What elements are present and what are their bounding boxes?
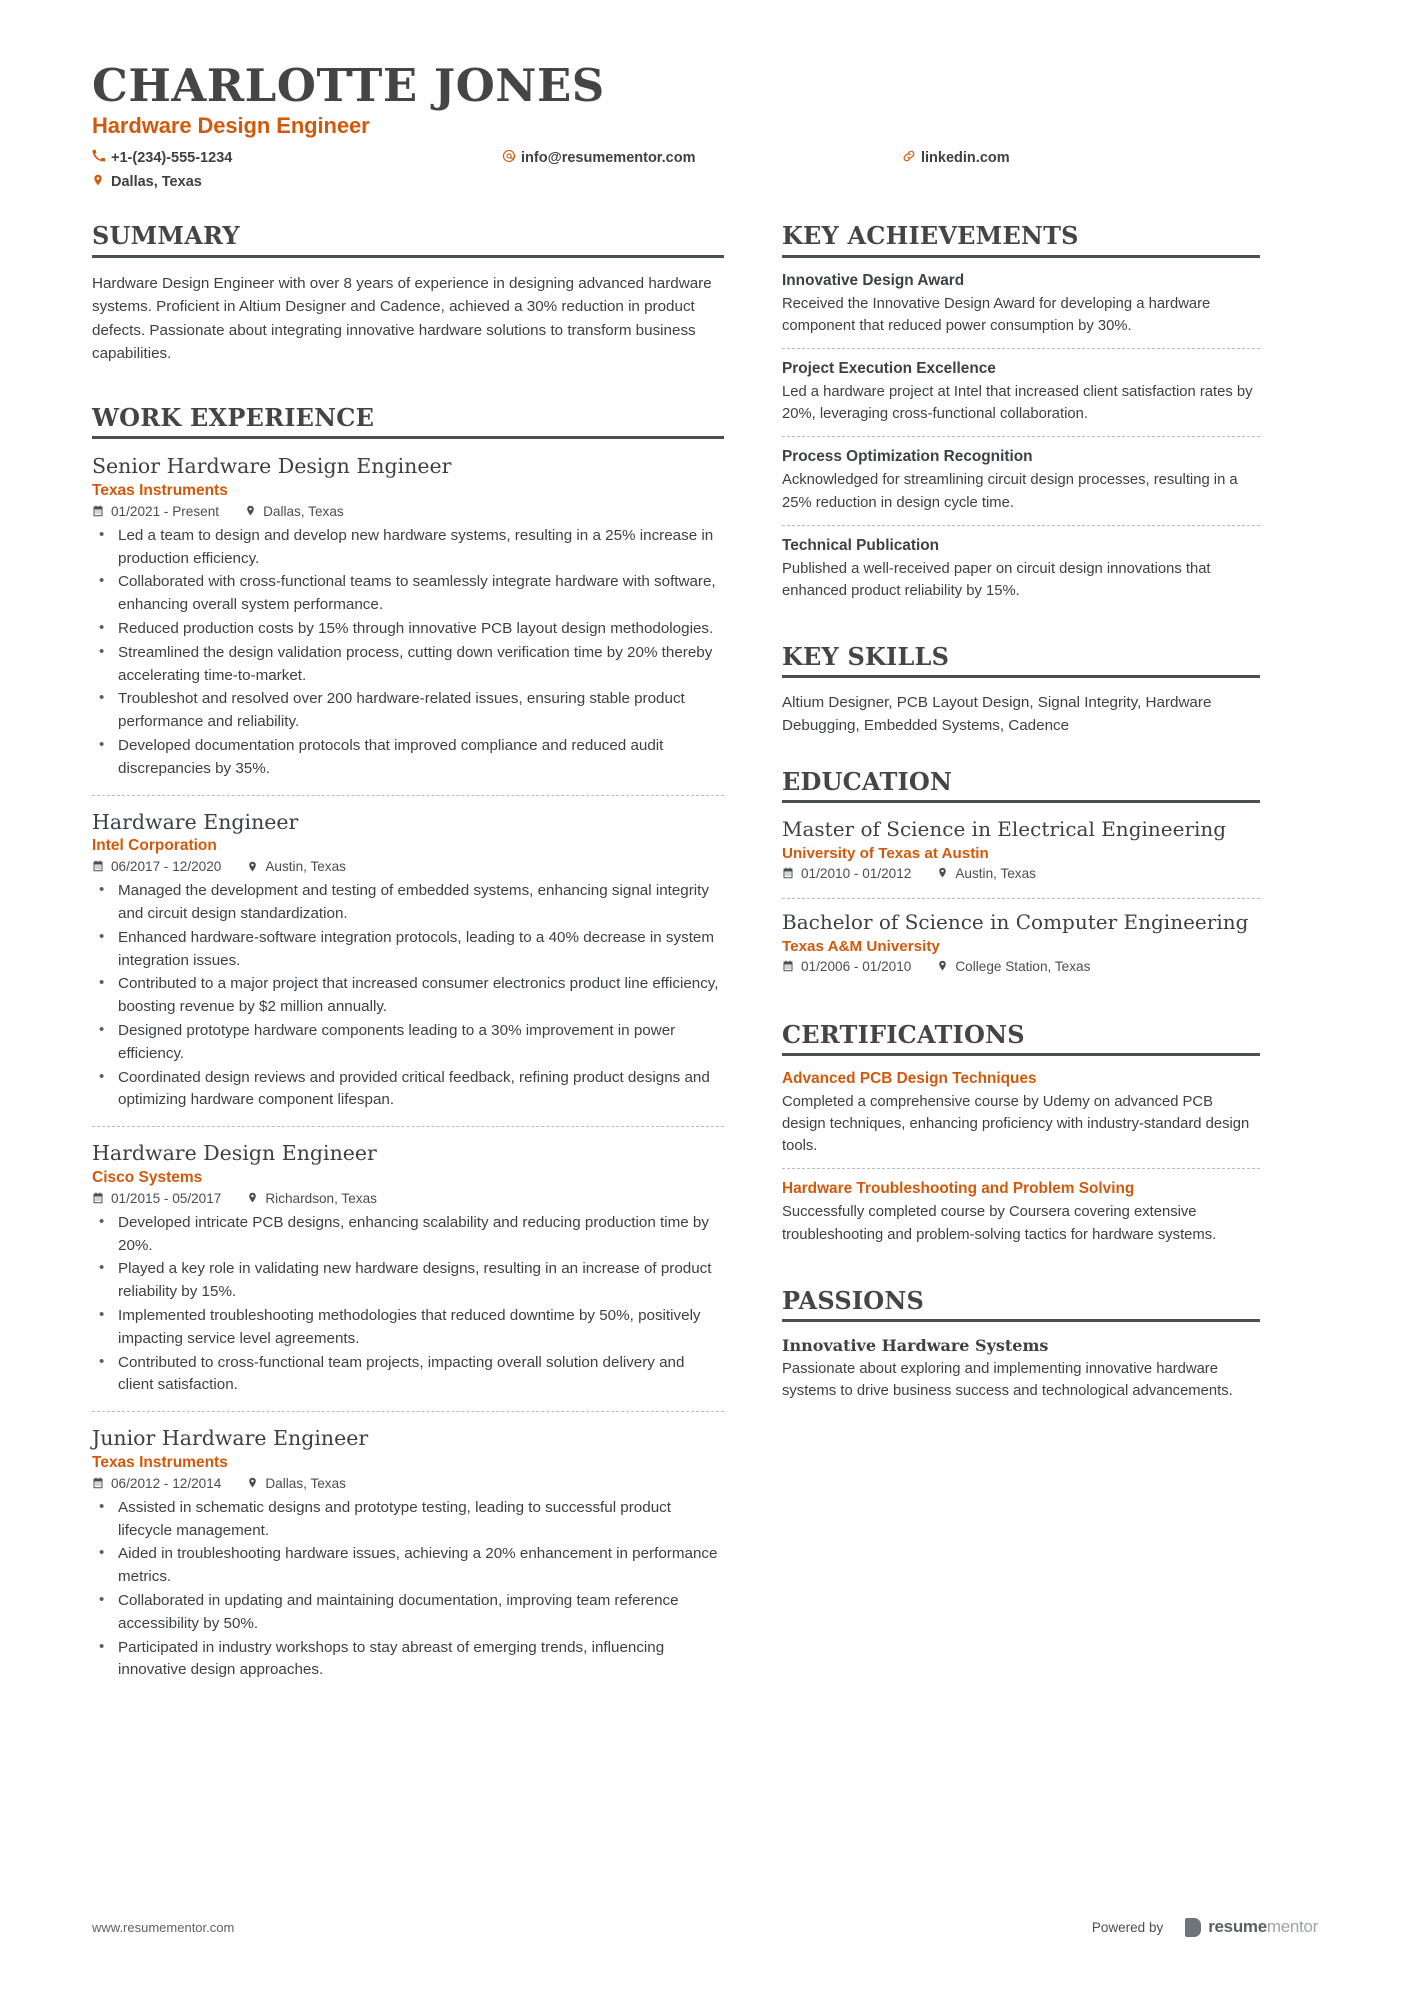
job-meta bbox=[92, 1476, 724, 1491]
job-entry bbox=[92, 1411, 724, 1696]
job-dates bbox=[92, 504, 219, 519]
certifications-section bbox=[782, 1021, 1260, 1257]
contact-phone[interactable] bbox=[92, 148, 502, 169]
contact-phone-text: +1-(234)-555-1234 bbox=[111, 150, 233, 167]
logo-mark-icon bbox=[1185, 1918, 1201, 1937]
education-dates-text: 01/2010 - 01/2012 bbox=[801, 865, 912, 881]
job-bullets bbox=[92, 525, 724, 781]
key-achievements-title: KEY ACHIEVEMENTS bbox=[782, 221, 1079, 251]
job-bullet: • Aided in troubleshooting hardware issues, achieving a 20% enhancement in performance metrics. bbox=[92, 1543, 724, 1589]
job-entry bbox=[92, 795, 724, 1127]
education-location bbox=[937, 866, 1036, 881]
job-bullet: • Assisted in schematic designs and prototype testing, leading to successful product lifecycle management. bbox=[92, 1497, 724, 1543]
education-location-text: College Station, Texas bbox=[955, 958, 1091, 974]
job-dates-text: 01/2021 - Present bbox=[111, 503, 220, 519]
location-icon bbox=[92, 173, 111, 187]
passion-text: Passionate about exploring and implementing innovative hardware systems to drive business success and technological advancements. bbox=[782, 1361, 1233, 1400]
job-bullet: • Managed the development and testing of embedded systems, enhancing signal integrity and circuit design standardization. bbox=[92, 880, 724, 926]
education-meta bbox=[782, 959, 1260, 974]
footer-website[interactable]: www.resumementor.com bbox=[92, 1919, 235, 1935]
calendar-icon bbox=[92, 505, 104, 517]
spacer bbox=[782, 995, 1260, 1021]
education-degree: Bachelor of Science in Computer Engineering bbox=[782, 909, 1249, 934]
job-entry bbox=[92, 453, 724, 794]
summary-section bbox=[92, 222, 724, 366]
passion-heading: Innovative Hardware Systems bbox=[782, 1336, 1049, 1356]
job-meta bbox=[92, 859, 724, 874]
job-bullet: • Played a key role in validating new hardware designs, resulting in an increase of product reliability by 15%. bbox=[92, 1258, 724, 1304]
job-dates bbox=[92, 1476, 221, 1491]
education-school: Texas A&M University bbox=[782, 937, 940, 955]
job-bullets bbox=[92, 1497, 724, 1682]
calendar-icon bbox=[92, 860, 104, 872]
achievement-heading: Process Optimization Recognition bbox=[782, 448, 1033, 466]
job-bullet: • Designed prototype hardware components leading to a 30% improvement in power efficiency. bbox=[92, 1020, 724, 1066]
achievement-item bbox=[782, 525, 1260, 613]
calendar-icon bbox=[92, 1192, 104, 1204]
job-company: Cisco Systems bbox=[92, 1168, 203, 1186]
location-icon bbox=[937, 866, 948, 879]
job-title: Hardware Design Engineer bbox=[92, 1141, 377, 1166]
resume-columns bbox=[92, 222, 1318, 1700]
key-skills-section bbox=[782, 643, 1260, 738]
certifications-title: CERTIFICATIONS bbox=[782, 1019, 1025, 1049]
job-entry bbox=[92, 1126, 724, 1411]
certification-heading: Advanced PCB Design Techniques bbox=[782, 1069, 1037, 1087]
email-icon bbox=[502, 149, 521, 163]
achievement-text: Led a hardware project at Intel that increased client satisfaction rates by 20%, leveraging cross-functional collaboration. bbox=[782, 383, 1253, 423]
page-footer bbox=[92, 1917, 1318, 1937]
job-location bbox=[245, 504, 344, 519]
resumementor-logo bbox=[1185, 1917, 1318, 1937]
passions-title: PASSIONS bbox=[782, 1285, 925, 1315]
job-title: Senior Hardware Design Engineer bbox=[92, 454, 452, 479]
education-section bbox=[782, 768, 1260, 991]
certification-item bbox=[782, 1168, 1260, 1256]
job-location-text: Dallas, Texas bbox=[265, 1475, 346, 1491]
certification-item bbox=[782, 1070, 1260, 1169]
spacer bbox=[782, 742, 1260, 768]
powered-by-label: Powered by bbox=[1091, 1919, 1164, 1935]
achievement-text: Published a well-received paper on circuit design innovations that enhanced product reliability by 15%. bbox=[782, 560, 1211, 599]
calendar-icon bbox=[782, 960, 794, 972]
key-skills-title: KEY SKILLS bbox=[782, 642, 950, 672]
work-experience-section bbox=[92, 404, 724, 1696]
job-bullet: • Implemented troubleshooting methodologies that reduced downtime by 50%, positively impacting service level agreements. bbox=[92, 1305, 724, 1351]
phone-icon bbox=[92, 149, 111, 162]
job-bullet: • Troubleshot and resolved over 200 hardware-related issues, ensuring stable product performance and reliability. bbox=[92, 688, 724, 734]
location-icon bbox=[247, 1191, 258, 1204]
job-bullet: • Participated in industry workshops to stay abreast of emerging trends, influencing innovative design approaches. bbox=[92, 1637, 724, 1683]
left-column bbox=[92, 222, 782, 1700]
education-dates bbox=[782, 959, 911, 974]
job-dates bbox=[92, 1191, 221, 1206]
job-meta bbox=[92, 504, 724, 519]
contact-link[interactable] bbox=[902, 148, 1092, 169]
contact-location-text: Dallas, Texas bbox=[111, 174, 202, 191]
location-icon bbox=[247, 860, 258, 873]
education-rule bbox=[782, 800, 1260, 803]
certification-text: Successfully completed course by Coursera covering extensive troubleshooting and problem-solving tactics for hardware systems. bbox=[782, 1204, 1217, 1243]
key-achievements-rule bbox=[782, 255, 1260, 258]
summary-rule bbox=[92, 255, 724, 258]
certifications-rule bbox=[782, 1053, 1260, 1056]
logo-light-text: mentor bbox=[1266, 1917, 1318, 1936]
job-bullet: • Collaborated in updating and maintaining documentation, improving team reference accessibility by 50%. bbox=[92, 1590, 724, 1636]
job-bullet: • Contributed to a major project that increased consumer electronics product line efficiency, boosting revenue by $2 million annually. bbox=[92, 973, 724, 1019]
candidate-role: Hardware Design Engineer bbox=[92, 113, 370, 139]
job-location bbox=[247, 1191, 377, 1206]
achievement-item bbox=[782, 436, 1260, 524]
job-bullets bbox=[92, 1212, 724, 1397]
resume-header bbox=[92, 59, 1318, 196]
logo-bold-text: resume bbox=[1208, 1917, 1267, 1936]
summary-title: SUMMARY bbox=[92, 221, 240, 251]
passions-section bbox=[782, 1287, 1260, 1414]
job-meta bbox=[92, 1191, 724, 1206]
education-meta bbox=[782, 866, 1260, 881]
job-location bbox=[247, 859, 346, 874]
powered-by bbox=[1092, 1917, 1318, 1937]
education-item bbox=[782, 898, 1260, 991]
achievement-item bbox=[782, 272, 1260, 348]
contact-list bbox=[92, 148, 1092, 196]
job-company: Texas Instruments bbox=[92, 1453, 228, 1471]
summary-text: Hardware Design Engineer with over 8 years of experience in designing advanced hardware systems. Proficient in Altium Designer and Cadence, achieved a 30% reduction in product defects. Passionate about integrating innovative hardware solutions to transform business capabilities. bbox=[92, 274, 712, 363]
job-bullet: • Enhanced hardware-software integration protocols, leading to a 40% decrease in system integration issues. bbox=[92, 927, 724, 973]
certification-heading: Hardware Troubleshooting and Problem Solving bbox=[782, 1180, 1135, 1198]
spacer bbox=[782, 1261, 1260, 1287]
contact-email[interactable] bbox=[502, 148, 902, 169]
passion-item bbox=[782, 1336, 1260, 1413]
job-bullet: • Collaborated with cross-functional teams to seamlessly integrate hardware with software, enhancing overall system performance. bbox=[92, 571, 724, 617]
key-achievements-section bbox=[782, 222, 1260, 613]
education-dates bbox=[782, 866, 911, 881]
key-skills-text: Altium Designer, PCB Layout Design, Signal Integrity, Hardware Debugging, Embedded Systems, Cadence bbox=[782, 694, 1212, 735]
achievement-text: Acknowledged for streamlining circuit design processes, resulting in a 25% reduction in design cycle time. bbox=[782, 472, 1238, 511]
contact-email-text: info@resumementor.com bbox=[521, 150, 696, 167]
location-icon bbox=[937, 959, 948, 972]
achievement-heading: Innovative Design Award bbox=[782, 271, 965, 289]
achievement-text: Received the Innovative Design Award for developing a hardware component that reduced power consumption by 30%. bbox=[782, 295, 1211, 334]
certification-text: Completed a comprehensive course by Udemy on advanced PCB design techniques, enhancing proficiency with industry-standard design tools. bbox=[782, 1093, 1250, 1155]
work-experience-rule bbox=[92, 436, 724, 439]
achievement-heading: Technical Publication bbox=[782, 536, 940, 554]
education-location-text: Austin, Texas bbox=[955, 865, 1036, 881]
education-item bbox=[782, 817, 1260, 898]
calendar-icon bbox=[92, 1477, 104, 1489]
work-experience-title: WORK EXPERIENCE bbox=[92, 402, 375, 432]
calendar-icon bbox=[782, 867, 794, 879]
job-dates bbox=[92, 859, 221, 874]
education-degree: Master of Science in Electrical Engineering bbox=[782, 817, 1227, 842]
job-bullet: • Developed documentation protocols that improved compliance and reduced audit discrepancies by 35%. bbox=[92, 735, 724, 781]
location-icon bbox=[245, 504, 256, 517]
job-company: Texas Instruments bbox=[92, 481, 228, 499]
education-location bbox=[937, 959, 1090, 974]
job-dates-text: 01/2015 - 05/2017 bbox=[111, 1190, 222, 1206]
spacer bbox=[92, 370, 724, 404]
location-icon bbox=[247, 1476, 258, 1489]
job-title: Hardware Engineer bbox=[92, 809, 299, 834]
education-school: University of Texas at Austin bbox=[782, 844, 989, 862]
job-dates-text: 06/2017 - 12/2020 bbox=[111, 859, 222, 875]
job-bullet: • Contributed to cross-functional team projects, impacting overall solution delivery and client satisfaction. bbox=[92, 1352, 724, 1398]
job-company: Intel Corporation bbox=[92, 837, 217, 855]
candidate-name: CHARLOTTE JONES bbox=[92, 59, 605, 112]
job-bullet: • Led a team to design and develop new hardware systems, resulting in a 25% increase in production efficiency. bbox=[92, 525, 724, 571]
job-title: Junior Hardware Engineer bbox=[92, 1426, 369, 1451]
job-bullet: • Streamlined the design validation process, cutting down verification time by 20% thereby accelerating time-to-market. bbox=[92, 642, 724, 688]
job-location-text: Richardson, Texas bbox=[265, 1190, 377, 1206]
job-bullet: • Coordinated design reviews and provided critical feedback, refining product designs and optimizing hardware component lifespan. bbox=[92, 1067, 724, 1113]
key-skills-rule bbox=[782, 675, 1260, 678]
right-column bbox=[782, 222, 1260, 1417]
spacer bbox=[782, 617, 1260, 643]
job-dates-text: 06/2012 - 12/2014 bbox=[111, 1475, 222, 1491]
job-bullet: • Reduced production costs by 15% through innovative PCB layout design methodologies. bbox=[92, 618, 724, 641]
job-location-text: Dallas, Texas bbox=[263, 503, 344, 519]
achievement-heading: Project Execution Excellence bbox=[782, 359, 996, 377]
achievement-item bbox=[782, 348, 1260, 436]
education-dates-text: 01/2006 - 01/2010 bbox=[801, 958, 912, 974]
job-bullets bbox=[92, 880, 724, 1112]
job-location bbox=[247, 1476, 346, 1491]
job-location-text: Austin, Texas bbox=[265, 859, 346, 875]
education-title: EDUCATION bbox=[782, 767, 953, 796]
passions-rule bbox=[782, 1319, 1260, 1322]
link-icon bbox=[902, 149, 921, 163]
contact-link-text: linkedin.com bbox=[921, 150, 1010, 167]
contact-location bbox=[92, 172, 502, 193]
job-bullet: • Developed intricate PCB designs, enhancing scalability and reducing production time by 20%. bbox=[92, 1212, 724, 1258]
